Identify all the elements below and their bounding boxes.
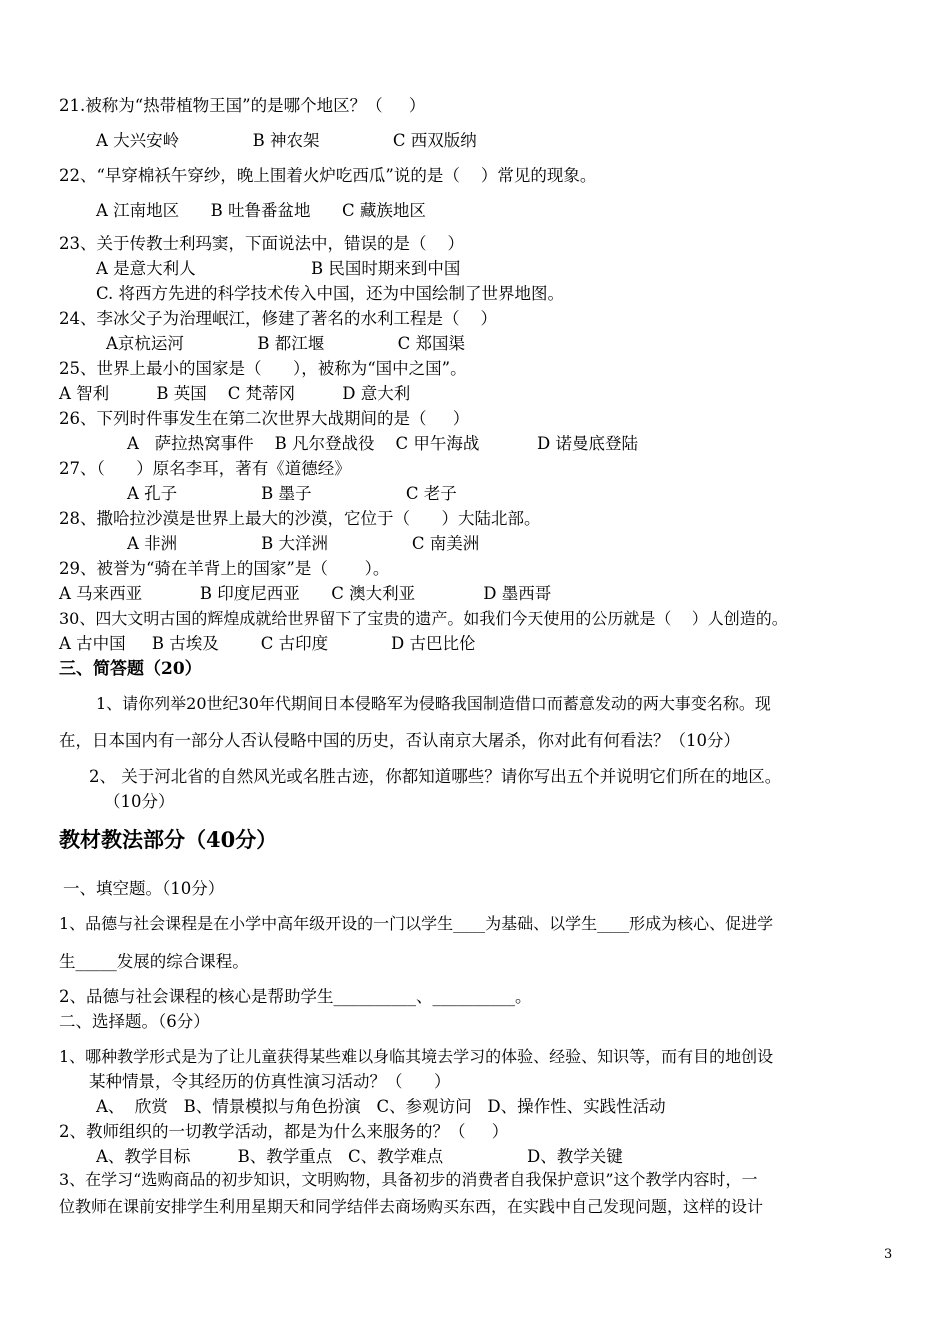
q26: 26、下列时件事发生在第二次世界大战期间的是（ ）	[59, 409, 470, 428]
q21: 21.被称为“热带植物王国”的是哪个地区？（ ）	[59, 96, 426, 115]
q26-options: A 萨拉热窝事件 B 凡尔登战役 C 甲午海战 D 诺曼底登陆	[127, 434, 639, 453]
q25-options: A 智利 B 英国 C 梵蒂冈 D 意大利	[59, 384, 411, 403]
q23: 23、关于传教士利玛窦，下面说法中，错误的是（ ）	[59, 234, 464, 253]
q23-option-c: C. 将西方先进的科学技术传入中国，还为中国绘制了世界地图。	[96, 284, 565, 303]
q28: 28、撒哈拉沙漠是世界上最大的沙漠，它位于（ ）大陆北部。	[59, 509, 541, 528]
sa2-line1: 2、 关于河北省的自然风光或名胜古迹，你都知道哪些？请你写出五个并说明它们所在的地区。	[89, 767, 782, 786]
ch1-options: A、 欣赏 B、情景模拟与角色扮演 C、参观访问 D、操作性、实践性活动	[96, 1097, 666, 1116]
page-number: 3	[884, 1247, 893, 1262]
sa1-line2: 在，日本国内有一部分人否认侵略中国的历史，否认南京大屠杀，你对此有何看法？（10分）	[59, 731, 740, 750]
ch1-line2: 某种情景，令其经历的仿真性演习活动？（ ）	[89, 1072, 451, 1091]
q30-options: A 古中国 B 古埃及 C 古印度 D 古巴比伦	[59, 634, 476, 653]
q28-options: A 非洲 B 大洋洲 C 南美洲	[127, 534, 480, 553]
ch1-line1: 1、哪种教学形式是为了让儿童获得某些难以身临其境去学习的体验、经验、知识等，而有目的地创设	[59, 1047, 774, 1066]
q21-options: A 大兴安岭 B 神农架 C 西双版纳	[96, 131, 477, 150]
q24: 24、李冰父子为治理岷江，修建了著名的水利工程是（ ）	[59, 309, 497, 328]
textbook-section-title: 教材教法部分（40分）	[59, 827, 278, 852]
section-short-answer-heading: 三、简答题（20）	[59, 659, 202, 679]
choice-heading: 二、选择题。（6分）	[59, 1012, 210, 1031]
q25: 25、世界上最小的国家是（ ），被称为“国中之国”。	[59, 359, 467, 378]
ch3-line2: 位教师在课前安排学生利用星期天和同学结伴去商场购买东西，在实践中自己发现问题，这样的设计	[59, 1197, 764, 1216]
ch3-line1: 3、在学习“选购商品的初步知识，文明购物，具备初步的消费者自我保护意识”这个教学内容时，一	[59, 1170, 758, 1189]
ch2: 2、教师组织的一切教学活动，都是为什么来服务的？（ ）	[59, 1122, 509, 1141]
fill-blank-heading: 一、填空题。（10分）	[63, 879, 225, 898]
fb1-line1: 1、品德与社会课程是在小学中高年级开设的一门以学生____为基础、以学生____形成为核心、促进学	[59, 914, 774, 933]
q24-options: A京杭运河 B 都江堰 C 郑国渠	[106, 334, 466, 353]
q23-options-ab: A 是意大利人 B 民国时期来到中国	[96, 259, 461, 278]
fb2: 2、品德与社会课程的核心是帮助学生__________、__________。	[59, 987, 532, 1006]
fb1-line2: 生_____发展的综合课程。	[59, 952, 249, 971]
q22: 22、“早穿棉袄午穿纱，晚上围着火炉吃西瓜”说的是（ ）常见的现象。	[59, 166, 597, 185]
q22-options: A 江南地区 B 吐鲁番盆地 C 藏族地区	[96, 201, 426, 220]
q29: 29、被誉为“骑在羊背上的国家”是（ ）。	[59, 559, 390, 578]
q30: 30、四大文明古国的辉煌成就给世界留下了宝贵的遗产。如我们今天使用的公历就是（ ）人创造的。	[59, 609, 788, 628]
sa2-line2: （10分）	[104, 792, 175, 811]
q29-options: A 马来西亚 B 印度尼西亚 C 澳大利亚 D 墨西哥	[59, 584, 552, 603]
sa1-line1: 1、请你列举20世纪30年代期间日本侵略军为侵略我国制造借口而蓄意发动的两大事变名称。现	[96, 694, 771, 713]
q27-options: A 孔子 B 墨子 C 老子	[127, 484, 457, 503]
q27: 27、（ ）原名李耳，著有《道德经》	[59, 459, 351, 478]
ch2-options: A、教学目标 B、教学重点 C、教学难点 D、教学关键	[96, 1147, 623, 1166]
